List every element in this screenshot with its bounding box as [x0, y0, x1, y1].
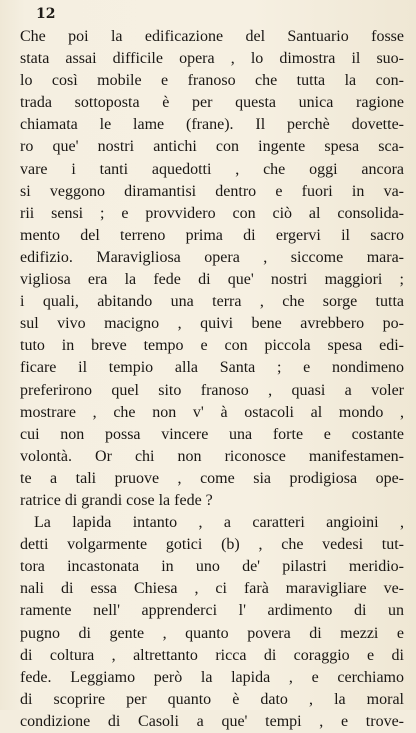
text-line: rii sensi ; e provvidero con ciò al consolida-: [20, 204, 404, 222]
text-line: ramente nell' apprenderci l' ardimento di un: [20, 602, 404, 620]
text-line: stata assai difficile opera , lo dimostra il suo-: [20, 50, 404, 68]
text-line: ratrice di grandi cose la fede ?: [20, 491, 213, 509]
text-line: fede. Leggiamo però la lapida , e cerchiamo: [20, 668, 404, 686]
text-line: i quali, abitando una terra , che sorge tutta: [20, 293, 404, 311]
text-line: tuto in breve tempo e con piccola spesa edi-: [20, 337, 404, 355]
page-number: 12: [36, 6, 56, 22]
text-line: mostrare , che non v' à ostacoli al mondo ,: [20, 403, 404, 421]
text-line: volontà. Or chi non riconosce manifestamen-: [20, 447, 404, 465]
text-line: detti volgarmente gotici (b) , che vedesi tut-: [20, 536, 404, 554]
text-line: sul vivo macigno , quivi bene avrebbero po-: [20, 315, 404, 333]
page-body-text: [20, 26, 404, 733]
text-line: di coltura , altrettanto ricca di coraggio e di: [20, 646, 404, 664]
text-line: si veggono diramantisi dentro e fuori in va-: [20, 182, 404, 200]
text-line: mento del terreno prima di ergervi il sacro: [20, 226, 404, 244]
text-line: te a tali pruove , come sia prodigiosa ope-: [20, 469, 404, 487]
text-line: vigliosa era la fede di que' nostri maggiori ;: [20, 271, 404, 289]
text-line: preferirono quel sito franoso , quasi a voler: [20, 381, 404, 399]
text-line: cui non possa vincere una forte e costante: [20, 425, 404, 443]
text-line: vare i tanti aquedotti , che oggi ancora: [20, 160, 404, 178]
text-line: edifizio. Maravigliosa opera , siccome mara-: [20, 248, 404, 266]
text-line: ficare il tempio alla Santa ; e nondimeno: [20, 359, 404, 377]
text-line: La lapida intanto , a caratteri angioini ,: [34, 514, 404, 532]
text-line: Che poi la edificazione del Santuario fosse: [20, 28, 404, 45]
text-line: trada sottoposta è per questa unica ragione: [20, 94, 404, 112]
text-line: lo così mobile e franoso che tutta la con-: [20, 72, 404, 90]
text-line: condizione di Casoli a que' tempi , e trove-: [20, 712, 404, 730]
text-line: nali di essa Chiesa , ci farà maravigliare ve-: [20, 580, 404, 598]
text-line: tora incastonata in uno de' pilastri meridio-: [20, 558, 404, 576]
text-line: di scoprire per quanto è dato , la moral: [20, 690, 404, 708]
text-line: pugno di gente , quanto povera di mezzi e: [20, 624, 404, 642]
text-line: chiamata le lame (frane). Il perchè dovette-: [20, 116, 404, 134]
text-line: ro que' nostri antichi con ingente spesa sca-: [20, 138, 404, 156]
